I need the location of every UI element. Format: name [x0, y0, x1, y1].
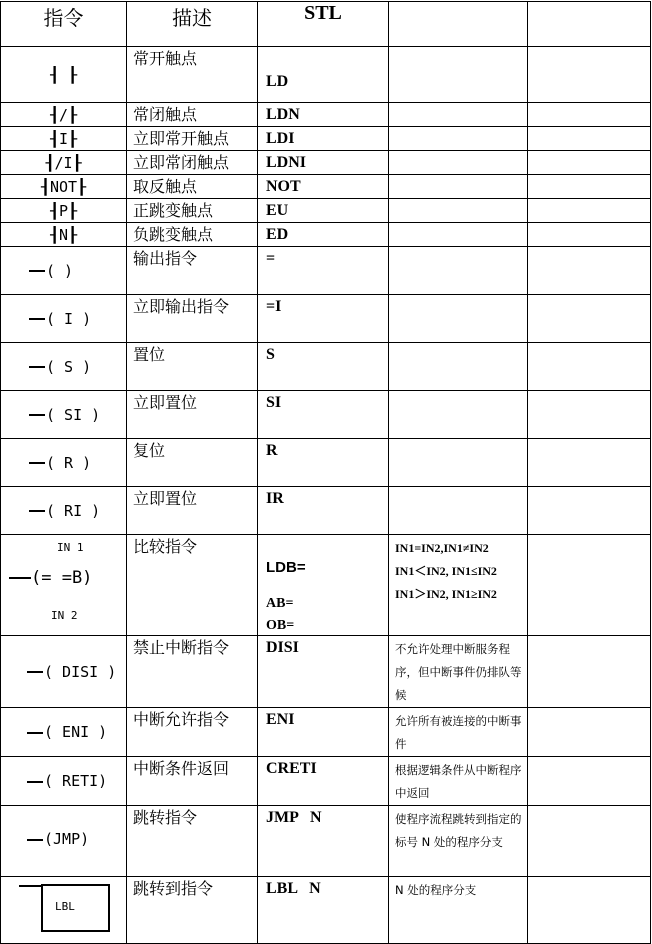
table-row: [1, 247, 651, 295]
label-wire: [19, 885, 41, 887]
table-row: [1, 757, 651, 806]
table-row: [1, 295, 651, 343]
desc-cell: 取反触点: [133, 177, 198, 196]
desc-cell: 立即常开触点: [133, 129, 230, 148]
compare-note-line: IN1＞IN2, IN1≥IN2: [395, 587, 497, 601]
desc-cell: 复位: [133, 441, 166, 460]
note-cell: 允许所有被连接的中断事件: [395, 714, 522, 751]
stl-cell: NOT: [266, 178, 301, 195]
stl-cell: DISI: [266, 639, 299, 656]
table-row: [1, 151, 651, 175]
compare-note-line: IN1＜IN2, IN1≤IN2: [395, 564, 497, 578]
label-box-text: LBL: [55, 900, 75, 913]
note-cell: N 处的程序分支: [395, 883, 477, 897]
contact-symbol: ┨/┠: [49, 105, 78, 124]
table-row: [1, 487, 651, 535]
table-row: [1, 127, 651, 151]
coil-symbol: ( ENI ): [27, 723, 107, 741]
coil-symbol: (JMP): [27, 830, 89, 848]
compare-symbol: (= =B): [9, 568, 92, 588]
table-row: [1, 391, 651, 439]
table-row: [1, 636, 651, 708]
desc-cell: 立即输出指令: [133, 297, 230, 316]
desc-cell: 正跳变触点: [133, 201, 214, 220]
header-stl: STL: [258, 2, 389, 47]
table-row: [1, 199, 651, 223]
contact-symbol: ┨P┠: [49, 201, 78, 220]
coil-symbol: ( RETI): [27, 772, 107, 790]
coil-symbol: ( DISI ): [27, 663, 116, 681]
desc-cell: 常闭触点: [133, 105, 198, 124]
desc-cell: 负跳变触点: [133, 225, 214, 244]
stl-cell: ED: [266, 226, 289, 243]
stl-compare-ob: OB=: [266, 618, 295, 633]
contact-symbol: ┨I┠: [49, 129, 78, 148]
header-description: 描述: [127, 2, 258, 47]
stl-cell: R: [266, 442, 278, 459]
coil-symbol: ( ): [29, 262, 73, 280]
note-cell: 不允许处理中断服务程序，但中断事件仍排队等候: [395, 642, 522, 702]
header-col4: [389, 2, 528, 47]
stl-cell: SI: [266, 394, 282, 411]
desc-cell: 比较指令: [133, 537, 198, 556]
note-cell: 根据逻辑条件从中断程序中返回: [395, 763, 522, 800]
stl-cell: JMP N: [266, 809, 322, 826]
stl-cell: ENI: [266, 711, 295, 728]
table-row: [1, 223, 651, 247]
instruction-table: [0, 1, 651, 944]
stl-cell: =: [266, 250, 276, 267]
note-cell: 使程序流程跳转到指定的标号 N 处的程序分支: [395, 812, 522, 849]
table-row: [1, 877, 651, 944]
desc-cell: 跳转到指令: [133, 879, 214, 898]
stl-cell: LDI: [266, 130, 295, 147]
desc-cell: 中断条件返回: [133, 759, 230, 778]
coil-symbol: ( S ): [29, 358, 91, 376]
contact-symbol: ┨/I┠: [45, 153, 82, 172]
header-row: [1, 2, 651, 47]
contact-symbol: ┨ ┠: [49, 65, 78, 84]
coil-symbol: ( I ): [29, 310, 91, 328]
table-row: [1, 708, 651, 757]
desc-cell: 输出指令: [133, 249, 198, 268]
stl-cell: EU: [266, 202, 289, 219]
header-col5: [528, 2, 651, 47]
stl-cell: IR: [266, 490, 284, 507]
stl-cell: LDN: [266, 106, 300, 123]
table-row: [1, 439, 651, 487]
desc-cell: 跳转指令: [133, 808, 198, 827]
stl-compare-main: LDB=: [266, 559, 306, 576]
contact-symbol: ┨N┠: [49, 225, 78, 244]
stl-cell: CRETI: [266, 760, 317, 777]
desc-cell: 常开触点: [133, 49, 198, 68]
coil-symbol: ( R ): [29, 454, 91, 472]
desc-cell: 立即置位: [133, 489, 198, 508]
stl-compare-ab: AB=: [266, 596, 294, 611]
table-row: [1, 806, 651, 877]
contact-symbol: ┨NOT┠: [40, 177, 87, 196]
header-instruction: 指令: [1, 2, 127, 47]
desc-cell: 立即置位: [133, 393, 198, 412]
compare-note-line: IN1=IN2,IN1≠IN2: [395, 541, 489, 555]
compare-in1-label: IN 1: [57, 541, 84, 554]
stl-cell: LBL N: [266, 880, 321, 897]
stl-cell: S: [266, 346, 275, 363]
label-box: [41, 884, 110, 932]
coil-symbol: ( SI ): [29, 406, 100, 424]
stl-cell: LDNI: [266, 154, 307, 171]
desc-cell: 禁止中断指令: [133, 638, 230, 657]
table-row: [1, 175, 651, 199]
desc-cell: 置位: [133, 345, 166, 364]
table-row: [1, 47, 651, 103]
desc-cell: 中断允许指令: [133, 710, 230, 729]
compare-in2-label: IN 2: [51, 609, 78, 622]
stl-cell: =I: [266, 298, 282, 315]
desc-cell: 立即常闭触点: [133, 153, 230, 172]
table-row: [1, 343, 651, 391]
table-row: [1, 103, 651, 127]
table-row-compare: [1, 535, 651, 636]
stl-cell: LD: [266, 73, 289, 90]
coil-symbol: ( RI ): [29, 502, 100, 520]
